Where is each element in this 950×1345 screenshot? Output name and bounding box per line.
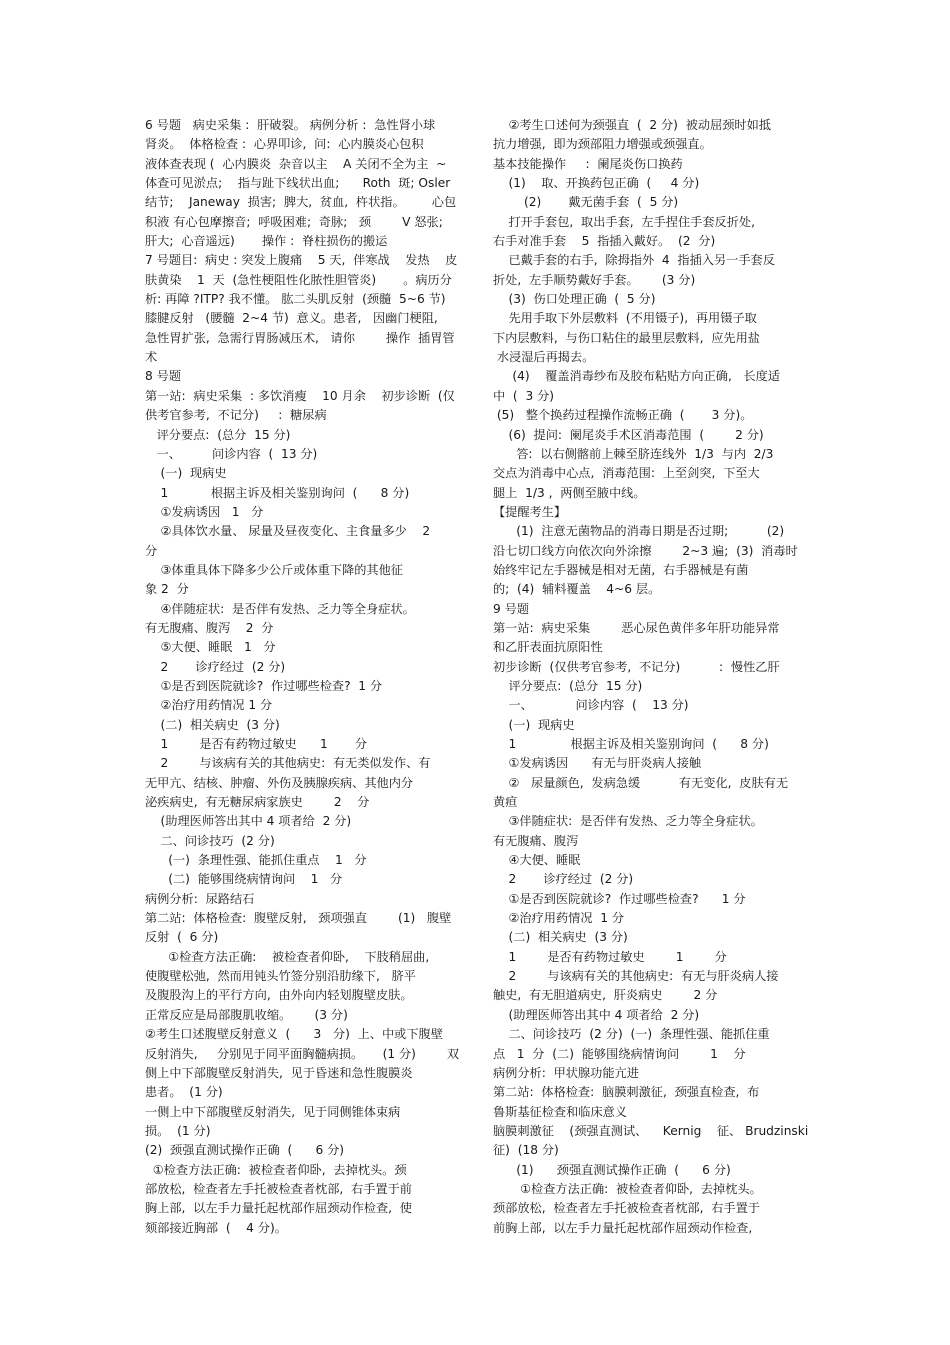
text-line: 一、 问诊内容 ( 13 分) bbox=[145, 446, 318, 461]
text-line: (二) 能够围绕病情询问 1 分 bbox=[145, 872, 343, 887]
text-line: ② 尿量颜色, 发病急缓 有无变化, 皮肤有无 bbox=[493, 775, 789, 790]
text-line: 抗力增强, 即为颈部阻力增强或颈强直。 bbox=[493, 137, 712, 152]
text-line: ⑤大便、睡眠 1 分 bbox=[145, 640, 276, 655]
text-line: 肝大; 心音遥远) 操作 : 脊柱损伤的搬运 bbox=[145, 234, 388, 249]
text-line: 7 号题目: 病史 : 突发上腹痛 5 天, 伴寒战 发热 皮 bbox=[145, 253, 458, 268]
text-line: 2 诊疗经过 (2 分) bbox=[145, 659, 286, 674]
text-line: (一) 条理性强、能抓住重点 1 分 bbox=[145, 853, 367, 868]
text-line: 病例分析: 甲状腺功能亢进 bbox=[493, 1065, 639, 1080]
text-line: 肤黄染 1 天 (急性梗阻性化脓性胆管炎) 。病历分 bbox=[145, 272, 452, 287]
text-line: 评分要点: (总分 15 分) bbox=[493, 678, 643, 693]
text-line: 脑膜刺激征 (颈强直测试、 Kernig 征、 Brudzinski bbox=[493, 1123, 809, 1138]
text-line: 第一站: 病史采集 : 多饮消瘦 10 月余 初步诊断 (仅 bbox=[145, 388, 455, 403]
left-text-column bbox=[145, 116, 465, 1238]
text-line: 泌疾病史, 有无糖尿病家族史 2 分 bbox=[145, 795, 370, 810]
text-line: ①检查方法正确: 被检查者仰卧, 去掉枕头。颈 bbox=[145, 1162, 407, 1177]
text-line: 1 是否有药物过敏史 1 分 bbox=[493, 949, 727, 964]
text-line: 第二站: 体格检查: 脑膜刺激征, 颈强直检查, 布 bbox=[493, 1085, 760, 1100]
text-line: 急性胃扩张, 急需行胃肠减压术, 请你 操作 插胃管 bbox=[145, 330, 455, 345]
text-line: (6) 提问: 阑尾炎手术区消毒范围 ( 2 分) bbox=[493, 427, 764, 442]
text-line: ①检查方法正确: 被检查者仰卧, 去掉枕头。 bbox=[493, 1181, 762, 1196]
text-line: 结节; Janeway 损害; 脾大, 贫血, 杵状指。 心包 bbox=[145, 195, 457, 210]
text-line: ②治疗用药情况 1 分 bbox=[145, 698, 273, 713]
text-line: 沿七切口线方向依次向外涂擦 2~3 遍; (3) 消毒时 bbox=[493, 543, 798, 558]
text-line: 2 与该病有关的其他病史: 有无类似发作、有 bbox=[145, 756, 431, 771]
text-line: 象 2 分 bbox=[145, 582, 189, 597]
text-line: 一、 问诊内容 ( 13 分) bbox=[493, 698, 689, 713]
text-line: ④伴随症状: 是否伴有发热、乏力等全身症状。 bbox=[145, 601, 415, 616]
text-line: 初步诊断 (仅供考官参考, 不记分) : 慢性乙肝 bbox=[493, 659, 780, 674]
text-line: 术 bbox=[145, 350, 158, 365]
text-line: 患者。 (1 分) bbox=[145, 1085, 223, 1100]
text-line: 体查可见淤点; 指与趾下线状出血; Roth 斑; Osler bbox=[145, 176, 451, 191]
text-line: (助理医师答出其中 4 项者给 2 分) bbox=[493, 1007, 700, 1022]
text-line: (一) 现病史 bbox=[145, 466, 227, 481]
text-line: 1 根据主诉及相关鉴别询问 ( 8 分) bbox=[493, 737, 769, 751]
text-line: ②治疗用药情况 1 分 bbox=[493, 911, 625, 926]
text-line: 已戴手套的右手, 除拇指外 4 指插入另一手套反 bbox=[493, 253, 775, 268]
text-line: 病例分析: 尿路结石 bbox=[145, 891, 255, 906]
text-line: 分 bbox=[145, 543, 158, 558]
text-line: 第一站: 病史采集 恶心尿色黄伴多年肝功能异常 bbox=[493, 620, 780, 635]
text-line: 下内层敷料, 与伤口粘住的最里层敷料, 应先用盐 bbox=[493, 330, 760, 345]
text-line: 有无腹痛、腹泻 bbox=[493, 833, 579, 848]
text-line: 肾炎。 体格检查 : 心界叩诊, 问: 心内膜炎心包积 bbox=[145, 137, 424, 152]
text-line: 膝腱反射 (腰髓 2~4 节) 意义。患者, 因幽门梗阻, bbox=[145, 311, 438, 326]
text-line: 二、问诊技巧 (2 分) bbox=[145, 833, 275, 848]
text-line: 打开手套包, 取出手套, 左手捏住手套反折处, bbox=[493, 214, 755, 229]
text-line: 供考官参考, 不记分) : 糖尿病 bbox=[145, 408, 327, 423]
text-line: 答: 以右侧髂前上棘至脐连线外 1/3 与内 2/3 bbox=[493, 446, 774, 461]
text-line: 及腹股沟上的平行方向, 由外向内轻划腹壁皮肤。 bbox=[145, 988, 413, 1003]
text-line: (二) 相关病史 (3 分) bbox=[493, 930, 628, 945]
right-text-column bbox=[493, 116, 815, 1238]
text-line: 先用手取下外层敷料 (不用镊子), 再用镊子取 bbox=[493, 311, 757, 326]
text-line: 无甲亢、结核、肿瘤、外伤及胰腺疾病、其他内分 bbox=[145, 775, 414, 790]
text-line: (3) 伤口处理正确 ( 5 分) bbox=[493, 292, 656, 307]
text-line: 一侧上中下部腹壁反射消失, 见于同侧锥体束病 bbox=[145, 1104, 401, 1119]
text-line: (4) 覆盖消毒纱布及胶布粘贴方向正确, 长度适 bbox=[493, 369, 781, 384]
text-line: 基本技能操作 : 阑尾炎伤口换药 bbox=[493, 156, 683, 171]
text-line: 黄疸 bbox=[493, 795, 518, 810]
text-line: ④大便、睡眠 bbox=[493, 853, 581, 868]
text-line: 正常反应是局部腹肌收缩。 (3 分) bbox=[145, 1007, 348, 1022]
text-line: ①发病诱因 1 分 bbox=[145, 504, 264, 519]
text-line: 损。 (1 分) bbox=[145, 1123, 211, 1138]
text-line: 颈部放松, 检查者左手托被检查者枕部, 右手置于 bbox=[493, 1201, 760, 1216]
text-line: (5) 整个换药过程操作流畅正确 ( 3 分)。 bbox=[493, 408, 753, 423]
text-line: ②考生口述何为颈强直 ( 2 分) 被动屈颈时如抵 bbox=[493, 118, 771, 132]
text-line: (2) 颈强直测试操作正确 ( 6 分) bbox=[145, 1143, 345, 1158]
text-line: 触史, 有无胆道病史, 肝炎病史 2 分 bbox=[493, 988, 718, 1003]
text-line: 2 诊疗经过 (2 分) bbox=[493, 872, 634, 887]
text-line: ①检查方法正确: 被检查者仰卧, 下肢稍屈曲, bbox=[145, 949, 430, 964]
text-line: 1 根据主诉及相关鉴别询问 ( 8 分) bbox=[145, 485, 410, 500]
text-line: 1 是否有药物过敏史 1 分 bbox=[145, 737, 368, 751]
text-line: ③伴随症状: 是否伴有发热、乏力等全身症状。 bbox=[493, 814, 763, 829]
text-line: 折处, 左手顺势戴好手套。 (3 分) bbox=[493, 272, 696, 287]
text-line: 2 与该病有关的其他病史: 有无与肝炎病人接 bbox=[493, 969, 779, 984]
text-line: 征) (18 分) bbox=[493, 1143, 559, 1158]
text-line: (1) 取、开换药包正确 ( 4 分) bbox=[493, 176, 700, 191]
text-line: 和乙肝表面抗原阳性 bbox=[493, 640, 603, 655]
text-line: (1) 注意无菌物品的消毒日期是否过期; (2) bbox=[493, 524, 785, 539]
text-line: 水浸湿后再揭去。 bbox=[493, 350, 595, 365]
text-line: 有无腹痛、腹泻 2 分 bbox=[145, 620, 274, 635]
text-line: (1) 颈强直测试操作正确 ( 6 分) bbox=[493, 1162, 731, 1177]
text-line: 交点为消毒中心点, 消毒范围: 上至剑突, 下至大 bbox=[493, 466, 760, 481]
text-line: 析: 再障 ?ITP? 我不懂。 肱二头肌反射 (颈髓 5~6 节) bbox=[145, 292, 446, 307]
text-line: 使腹壁松弛, 然而用钝头竹签分别沿肋缘下, 脐平 bbox=[145, 969, 416, 984]
text-line: 积液 有心包摩擦音; 呼吸困难; 奇脉; 颈 V 怒张; bbox=[145, 214, 443, 229]
text-line: 颏部接近胸部 ( 4 分)。 bbox=[145, 1220, 287, 1235]
text-line: 第二站: 体格检查: 腹壁反射, 颈项强直 (1) 腹壁 bbox=[145, 911, 452, 926]
text-line: 点 1 分 (二) 能够围绕病情询问 1 分 bbox=[493, 1046, 746, 1061]
text-line: 9 号题 bbox=[493, 601, 530, 616]
text-line: 始终牢记左手器械是相对无菌, 右手器械是有菌 bbox=[493, 562, 749, 577]
text-line: 腿上 1/3 , 两侧至腋中线。 bbox=[493, 485, 646, 500]
text-line: 评分要点: (总分 15 分) bbox=[145, 427, 291, 442]
text-line: ③体重具体下降多少公斤或体重下降的其他征 bbox=[145, 562, 403, 577]
text-line: ②考生口述腹壁反射意义 ( 3 分) 上、中或下腹壁 bbox=[145, 1027, 443, 1042]
text-line: ①是否到医院就诊? 作过哪些检查? 1 分 bbox=[145, 678, 383, 693]
text-line: (二) 相关病史 (3 分) bbox=[145, 717, 280, 732]
text-line: 中 ( 3 分) bbox=[493, 388, 555, 403]
text-line: 侧上中下部腹壁反射消失, 见于昏迷和急性腹膜炎 bbox=[145, 1065, 413, 1080]
text-line: (2) 戴无菌手套 ( 5 分) bbox=[493, 195, 679, 210]
text-line: 二、问诊技巧 (2 分) (一) 条理性强、能抓住重 bbox=[493, 1027, 770, 1042]
text-line: ②具体饮水量、 尿量及昼夜变化、主食量多少 2 bbox=[145, 524, 431, 539]
text-line: 液体查表现 ( 心内膜炎 杂音以主 A 关闭不全为主 ~ bbox=[145, 156, 447, 171]
text-line: 反射 ( 6 分) bbox=[145, 930, 219, 945]
text-line: (助理医师答出其中 4 项者给 2 分) bbox=[145, 814, 352, 829]
text-line: ①发病诱因 有无与肝炎病人接触 bbox=[493, 756, 702, 771]
text-line: 6 号题 病史采集 : 肝破裂。 病例分析 : 急性肾小球 bbox=[145, 118, 436, 132]
text-line: ①是否到医院就诊? 作过哪些检查? 1 分 bbox=[493, 891, 746, 906]
text-line: 部放松, 检查者左手托被检查者枕部, 右手置于前 bbox=[145, 1181, 412, 1196]
text-line: 前胸上部, 以左手力量托起枕部作屈颈动作检查, bbox=[493, 1220, 753, 1235]
text-line: 的; (4) 辅料覆盖 4~6 层。 bbox=[493, 582, 661, 597]
text-line: 【提醒考生】 bbox=[493, 504, 567, 519]
text-line: 反射消失, 分别见于同平面胸髓病损。 (1 分) 双 bbox=[145, 1046, 460, 1061]
text-line: 8 号题 bbox=[145, 369, 182, 384]
text-line: (一) 现病史 bbox=[493, 717, 575, 732]
text-line: 胸上部, 以左手力量托起枕部作屈颈动作检查, 使 bbox=[145, 1201, 412, 1216]
text-line: 右手对准手套 5 指插入戴好。 (2 分) bbox=[493, 234, 716, 249]
text-line: 鲁斯基征检查和临床意义 bbox=[493, 1104, 628, 1119]
